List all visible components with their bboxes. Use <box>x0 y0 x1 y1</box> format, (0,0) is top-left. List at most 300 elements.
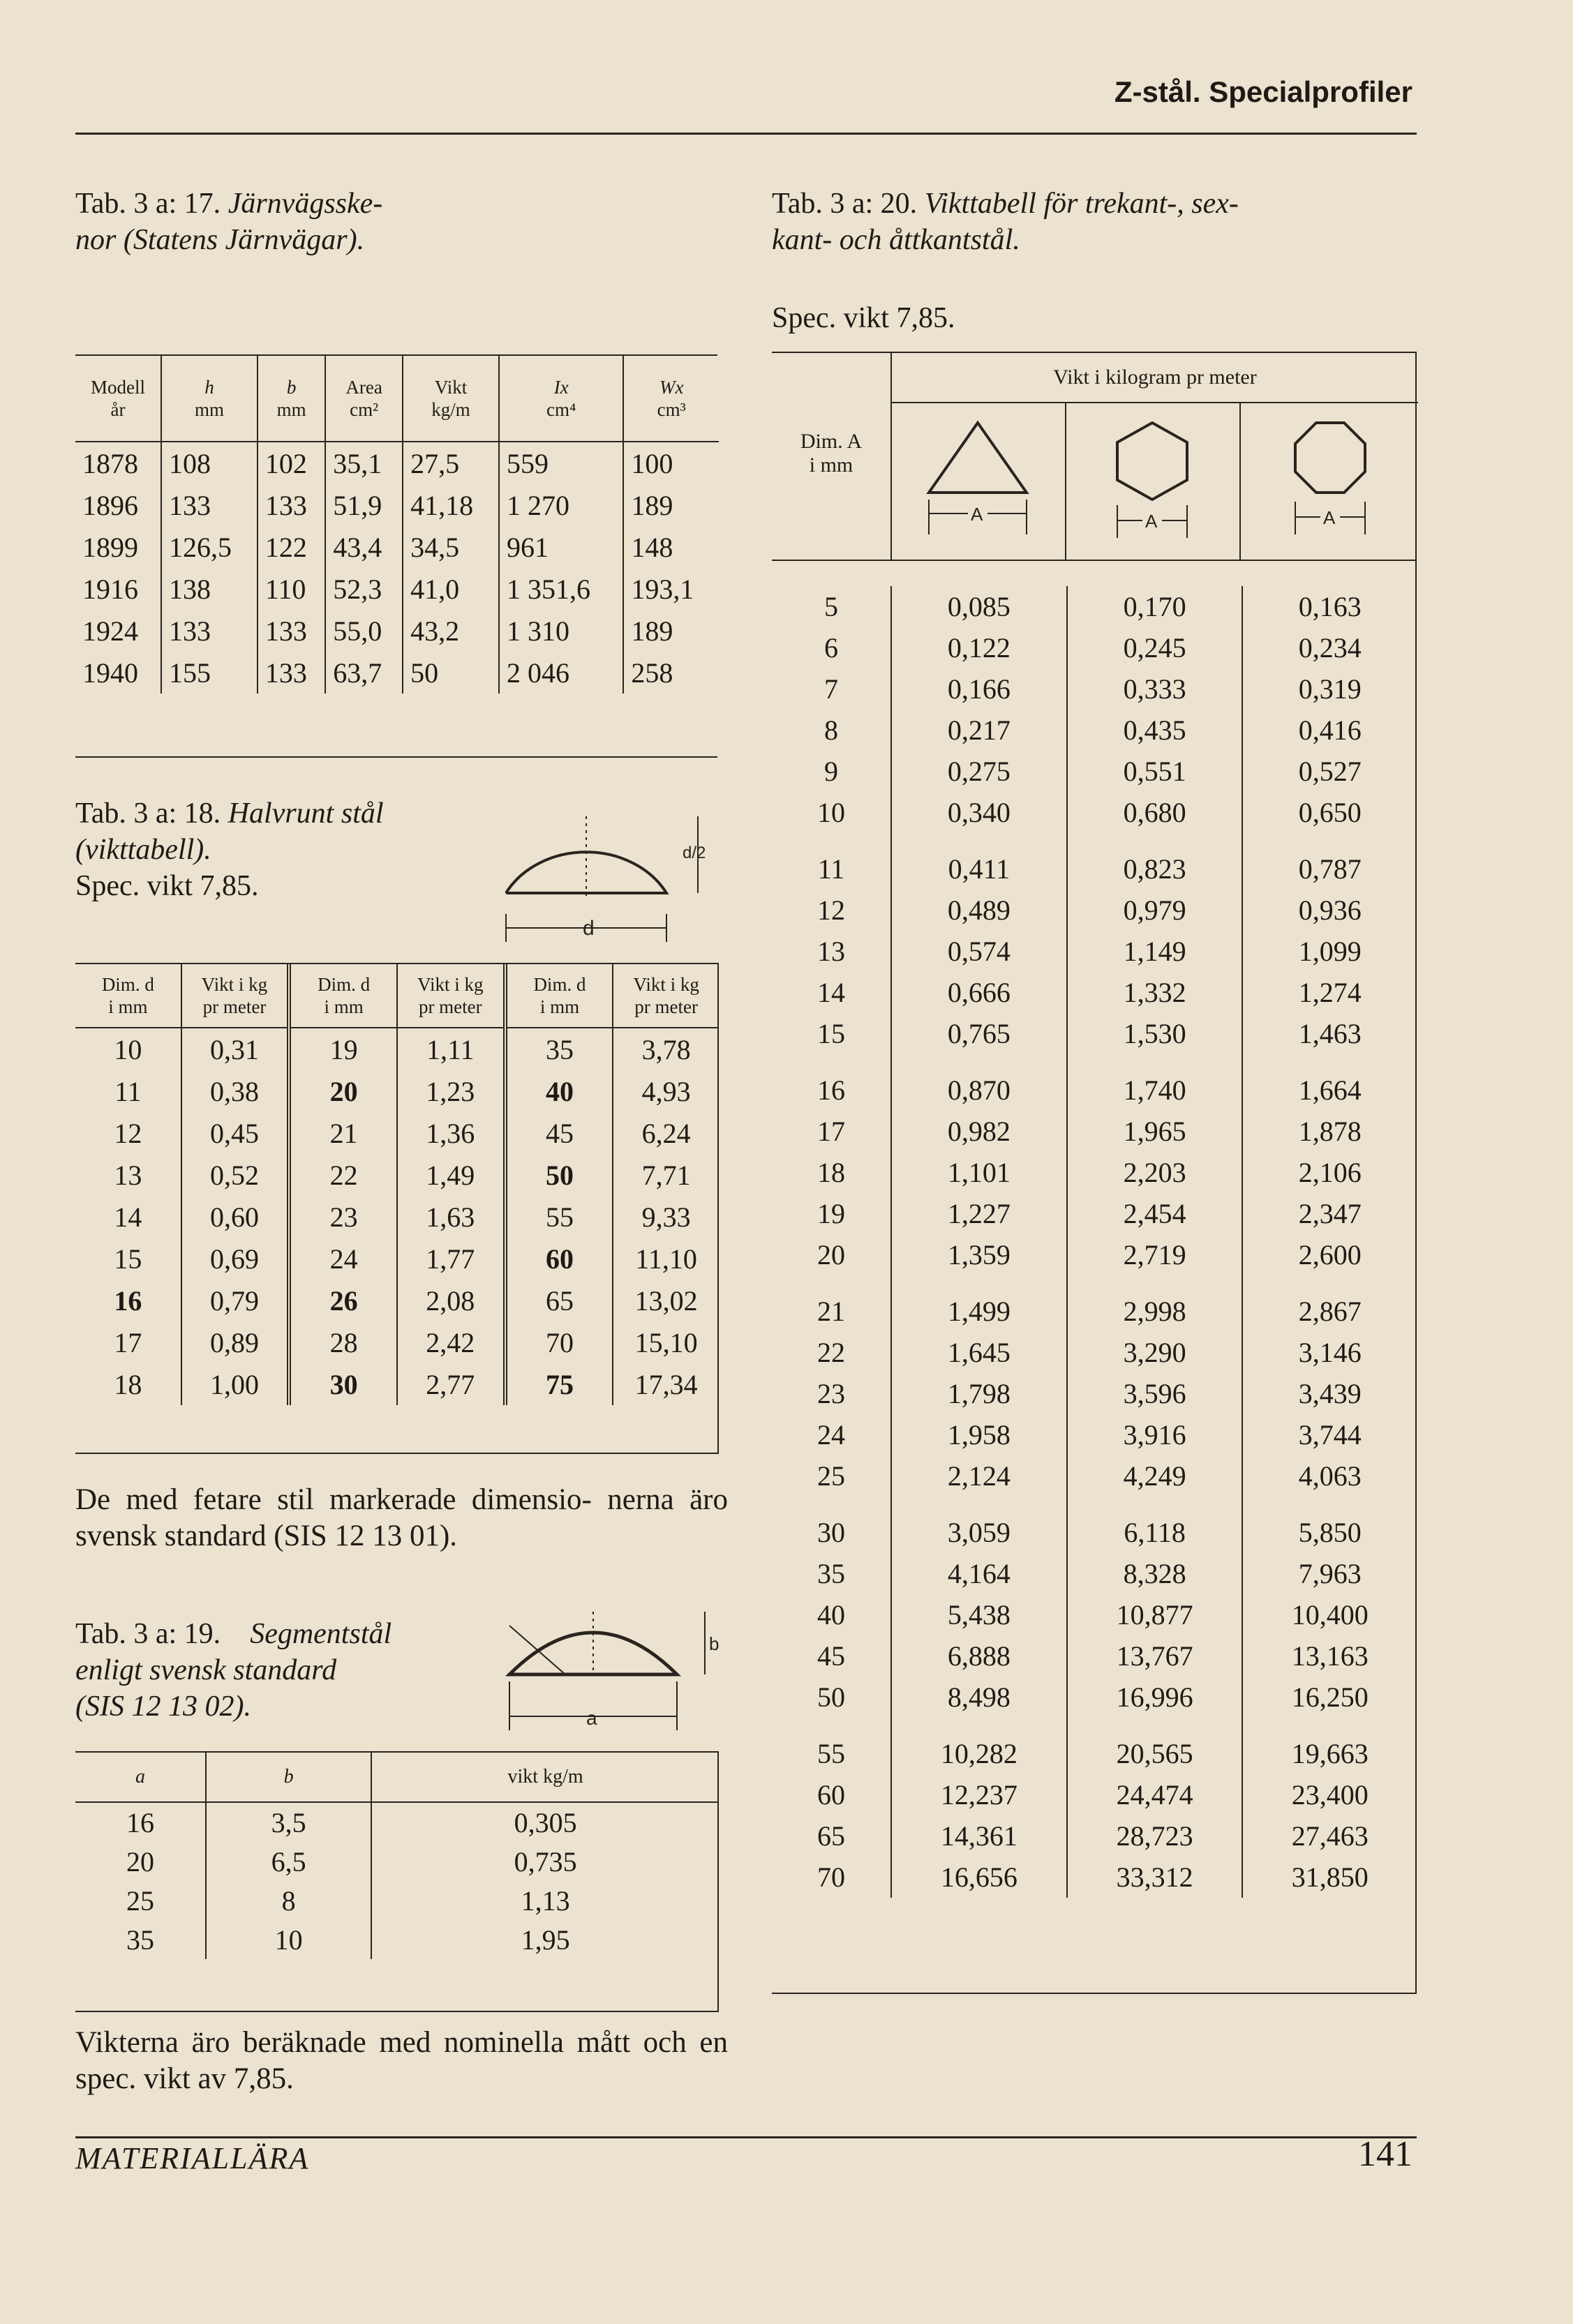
tab20-dim-cell: 45 <box>817 1640 845 1672</box>
table-row <box>772 1070 1417 1111</box>
tab17-cell: 43,2 <box>403 610 499 652</box>
gap-cell <box>1067 1718 1243 1733</box>
table-row <box>75 1802 719 1842</box>
tab19-cell: 6,5 <box>206 1842 371 1881</box>
tab20-dim-cell: 16 <box>817 1074 845 1106</box>
tab20-vikt-cell: 0,333 <box>1067 668 1243 710</box>
tab17-cell: 1 270 <box>499 484 623 526</box>
tab20-vikt-cell: 12,237 <box>891 1774 1067 1815</box>
table-row <box>772 1733 1417 1774</box>
tab17-cell: 138 <box>161 568 258 610</box>
group-gap <box>772 1718 1417 1733</box>
tab20-vikt-cell: 13,163 <box>1242 1635 1417 1677</box>
gap-cell <box>1067 1275 1243 1291</box>
tab17-cell: 110 <box>258 568 325 610</box>
tab20-vikt-cell: 1,101 <box>891 1152 1067 1193</box>
tab17-cell: 148 <box>623 526 719 568</box>
tab18-dim-cell: 60 <box>505 1238 613 1280</box>
tab17-header-cell <box>161 356 258 442</box>
tab18-dim-cell: 19 <box>289 1028 397 1070</box>
tab20-caption <box>772 186 1421 258</box>
tab19-cell: 16 <box>126 1806 154 1838</box>
tab20-vikt-cell: 0,680 <box>1067 792 1243 833</box>
tab20-dim-cell: 17 <box>817 1116 845 1147</box>
tab17-cell: 27,5 <box>403 442 499 484</box>
tab20-dim-cell: 50 <box>817 1681 845 1713</box>
tab18-vikt-cell: 0,38 <box>181 1070 290 1112</box>
tab20-table <box>772 586 1417 1898</box>
tab20-vikt-cell: 24,474 <box>1067 1774 1243 1815</box>
table-row <box>75 568 719 610</box>
tab19-title-1: Segmentstål <box>250 1618 392 1650</box>
tab17-title-1: Järnvägsske- <box>228 188 383 220</box>
tab17-cell: 133 <box>161 610 258 652</box>
table-row <box>772 1677 1417 1718</box>
gap-cell <box>891 1275 1067 1291</box>
tab18-dim-cell: 18 <box>114 1368 142 1400</box>
tab18-dim-cell: 24 <box>289 1238 397 1280</box>
table-row <box>75 1920 719 1959</box>
tab20-col-sep-3 <box>1239 402 1241 560</box>
tab18-dim-cell: 11 <box>114 1075 142 1107</box>
tab18-vikt-cell: 1,36 <box>397 1112 505 1154</box>
tab18-dim-cell: 10 <box>114 1033 142 1065</box>
tab20-vikt-cell: 1,530 <box>1067 1013 1243 1054</box>
tab19-title-2: enligt svensk standard <box>75 1654 337 1686</box>
tab18-vikt-cell: 0,31 <box>181 1028 290 1070</box>
tab20-vikt-cell: 1,274 <box>1242 972 1417 1013</box>
tab20-vikt-cell: 13,767 <box>1067 1635 1243 1677</box>
tab20-vikt-cell: 0,319 <box>1242 668 1417 710</box>
tab18-dim-cell: 28 <box>289 1321 397 1363</box>
tab18-dim-cell: 12 <box>114 1117 142 1149</box>
tab17-caption <box>75 186 703 258</box>
tab18-vikt-cell: 4,93 <box>613 1070 719 1112</box>
tab17-cell: 133 <box>258 610 325 652</box>
tab17-cell: 41,18 <box>403 484 499 526</box>
tab20-col-sep-1 <box>890 402 892 560</box>
tab20-dim-cell: 10 <box>817 797 845 828</box>
table-row <box>75 1321 719 1363</box>
table-row <box>772 848 1417 890</box>
tab20-dim-cell: 21 <box>817 1296 845 1327</box>
gap-cell <box>1242 1718 1417 1733</box>
tab18-vikt-cell: 0,60 <box>181 1196 290 1238</box>
table-row <box>772 1234 1417 1275</box>
tab20-vikt-cell: 14,361 <box>891 1815 1067 1857</box>
tab20-dim-sub: i mm <box>809 453 853 477</box>
tab20-vikt-cell: 10,282 <box>891 1733 1067 1774</box>
tab20-vikt-cell: 6,118 <box>1067 1512 1243 1553</box>
tab20-col-sep-2 <box>1065 402 1066 560</box>
tab18-dim-header <box>75 964 181 1028</box>
segment-a-label: a <box>586 1707 597 1729</box>
tab18-dim-cell: 17 <box>114 1326 142 1358</box>
gap-cell <box>772 1054 891 1070</box>
group-gap <box>772 833 1417 848</box>
tab20-vikt-cell: 4,164 <box>891 1553 1067 1594</box>
tab20-vikt-cell: 0,574 <box>891 931 1067 972</box>
gap-cell <box>1067 833 1243 848</box>
tab18-vikt-header-label: Vikt i kg <box>633 974 699 995</box>
table-row <box>772 586 1417 627</box>
table-row <box>75 484 719 526</box>
table-row <box>772 1857 1417 1898</box>
tab20-vikt-cell: 1,740 <box>1067 1070 1243 1111</box>
tab18-dim-cell: 22 <box>289 1154 397 1196</box>
tab20-dim-cell: 23 <box>817 1378 845 1409</box>
tab17-cell: 559 <box>499 442 623 484</box>
tab18-vikt-header-sub: pr meter <box>202 996 267 1017</box>
running-header: Z-stål. Specialprofiler <box>1114 75 1412 108</box>
gap-cell <box>772 1497 891 1512</box>
table-row <box>772 1774 1417 1815</box>
tab19-cell: 1,95 <box>371 1920 719 1959</box>
tab17-cell: 102 <box>258 442 325 484</box>
table-row <box>75 442 719 484</box>
tab20-vikt-cell: 20,565 <box>1067 1733 1243 1774</box>
tab18-dim-header-sub: i mm <box>108 996 148 1017</box>
tab20-dim-cell: 70 <box>817 1861 845 1893</box>
tab18-vikt-cell: 15,10 <box>613 1321 719 1363</box>
tab17-cell: 133 <box>258 652 325 694</box>
tab17-header-name: Modell <box>91 377 145 398</box>
table-row <box>772 1193 1417 1234</box>
tab17-cell: 193,1 <box>623 568 719 610</box>
tab20-dim-cell: 60 <box>817 1779 845 1811</box>
tab20-vikt-cell: 0,217 <box>891 710 1067 751</box>
tab20-vikt-cell: 4,249 <box>1067 1455 1243 1497</box>
tab17-header-cell <box>258 356 325 442</box>
tab18-dim-cell: 55 <box>505 1196 613 1238</box>
tab19-cell: 20 <box>126 1845 154 1877</box>
tab20-vikt-cell: 1,099 <box>1242 931 1417 972</box>
tab20-vikt-cell: 5,438 <box>891 1594 1067 1635</box>
tab20-vikt-cell: 3,059 <box>891 1512 1067 1553</box>
tab19-header-cell: a <box>75 1753 206 1802</box>
tab18-vikt-header <box>397 964 505 1028</box>
tab17-cell: 133 <box>258 484 325 526</box>
tab20-vikt-cell: 1,965 <box>1067 1111 1243 1152</box>
tab20-vikt-cell: 0,166 <box>891 668 1067 710</box>
table-row <box>772 1414 1417 1455</box>
segment-figure <box>495 1598 719 1730</box>
tab20-vikt-cell: 0,870 <box>891 1070 1067 1111</box>
tab17-header-unit: år <box>110 399 126 420</box>
table-row <box>772 1815 1417 1857</box>
tab20-dim-header <box>772 430 890 477</box>
tab17-cell: 1 351,6 <box>499 568 623 610</box>
tab20-dim-cell: 40 <box>817 1599 845 1630</box>
table-row <box>772 751 1417 792</box>
table-row <box>75 1881 719 1920</box>
tab20-vikt-cell: 0,666 <box>891 972 1067 1013</box>
tab17-cell: 189 <box>623 610 719 652</box>
table-row <box>772 1635 1417 1677</box>
tab18-vikt-cell: 1,00 <box>181 1363 290 1405</box>
tab18-vikt-cell: 7,71 <box>613 1154 719 1196</box>
table-row <box>75 526 719 568</box>
tab17-header-cell <box>403 356 499 442</box>
table-row <box>772 972 1417 1013</box>
tab18-dim-cell: 14 <box>114 1201 142 1233</box>
tab20-vikt-cell: 3,744 <box>1242 1414 1417 1455</box>
tab20-dim-cell: 15 <box>817 1018 845 1049</box>
tab20-dim-cell: 30 <box>817 1517 845 1548</box>
tab19-note: Vikterna äro beräknade med nominella mått och en spec. vikt av 7,85. <box>75 2026 728 2095</box>
tab18-dim-cell: 75 <box>505 1363 613 1405</box>
tab17-header-unit: mm <box>194 399 224 420</box>
gap-cell <box>1067 1497 1243 1512</box>
table-row <box>75 610 719 652</box>
tab18-dim-header <box>289 964 397 1028</box>
tab18-vikt-cell: 6,24 <box>613 1112 719 1154</box>
tab20-dim-cell: 6 <box>824 632 838 664</box>
tab18-dim-cell: 16 <box>114 1284 142 1317</box>
tab20-vikt-cell: 0,787 <box>1242 848 1417 890</box>
table-row <box>772 931 1417 972</box>
octagon-a-label: A <box>1323 507 1336 528</box>
tab20-dim-cell: 12 <box>817 894 845 926</box>
tab20-vikt-cell: 1,645 <box>891 1332 1067 1373</box>
tab18-vikt-cell: 11,10 <box>613 1238 719 1280</box>
tab18-dim-header-label: Dim. d <box>101 974 154 995</box>
tab17-header-unit: cm⁴ <box>546 399 576 420</box>
gap-cell <box>891 1054 1067 1070</box>
tab20-vikt-cell: 2,998 <box>1067 1291 1243 1332</box>
tab17-cell: 34,5 <box>403 526 499 568</box>
table-row <box>772 1013 1417 1054</box>
tab20-vikt-cell: 19,663 <box>1242 1733 1417 1774</box>
tab20-vikt-cell: 0,411 <box>891 848 1067 890</box>
tab18-vikt-cell: 0,79 <box>181 1280 290 1321</box>
tab20-vikt-cell: 1,359 <box>891 1234 1067 1275</box>
tab18-dim-header-sub: i mm <box>324 996 364 1017</box>
tab18-dim-cell: 20 <box>289 1070 397 1112</box>
tab20-vikt-cell: 3,439 <box>1242 1373 1417 1414</box>
tab17-cell: 1896 <box>82 489 138 521</box>
table-row <box>772 1373 1417 1414</box>
tab20-spec: Spec. vikt 7,85. <box>772 302 955 334</box>
gap-cell <box>891 1497 1067 1512</box>
tab20-vikt-cell: 27,463 <box>1242 1815 1417 1857</box>
tab18-vikt-cell: 3,78 <box>613 1028 719 1070</box>
tab20-dim-cell: 18 <box>817 1157 845 1188</box>
tab17-cell: 1878 <box>82 447 138 479</box>
octagon-icon <box>1260 416 1400 548</box>
table-row <box>75 1363 719 1405</box>
gap-cell <box>1067 1054 1243 1070</box>
tab18-label: Tab. 3 a: 18. <box>75 797 221 830</box>
tab17-cell: 1924 <box>82 615 138 647</box>
tab20-dim-cell: 25 <box>817 1460 845 1492</box>
half-round-d2-label: d/2 <box>683 844 706 862</box>
tab20-vikt-cell: 8,498 <box>891 1677 1067 1718</box>
tab17-cell: 189 <box>623 484 719 526</box>
tab18-vikt-cell: 13,02 <box>613 1280 719 1321</box>
tab17-cell: 55,0 <box>325 610 403 652</box>
tab17-header-name: Area <box>345 377 382 398</box>
tab20-vikt-cell: 0,982 <box>891 1111 1067 1152</box>
table-row <box>75 1196 719 1238</box>
table-row <box>75 1112 719 1154</box>
tab18-vikt-cell: 1,23 <box>397 1070 505 1112</box>
tab18-dim-cell: 45 <box>505 1112 613 1154</box>
table-row <box>772 627 1417 668</box>
tab17-cell: 41,0 <box>403 568 499 610</box>
tab18-vikt-header-label: Vikt i kg <box>201 974 268 995</box>
table-row <box>772 1455 1417 1497</box>
tab17-header-name: Ix <box>553 377 569 398</box>
tab17-header-cell <box>623 356 719 442</box>
tab19-cell: 25 <box>126 1884 154 1917</box>
tab18-dim-header-sub: i mm <box>539 996 580 1017</box>
tab20-vikt-cell: 0,416 <box>1242 710 1417 751</box>
tab19-caption <box>75 1616 508 1725</box>
tab18-caption <box>75 795 494 904</box>
tab20-vikt-cell: 1,149 <box>1067 931 1243 972</box>
tab20-vikt-cell: 2,600 <box>1242 1234 1417 1275</box>
tab20-dim-cell: 11 <box>817 853 845 885</box>
tab18-dim-cell: 35 <box>505 1028 613 1070</box>
tab20-vikt-cell: 7,963 <box>1242 1553 1417 1594</box>
gap-cell <box>772 833 891 848</box>
header-rule <box>75 133 1417 135</box>
tab20-vikt-cell: 0,340 <box>891 792 1067 833</box>
page-number: 141 <box>1358 2134 1412 2174</box>
tab19-header-cell: b <box>206 1753 371 1802</box>
tab20-vikt-cell: 2,124 <box>891 1455 1067 1497</box>
tab20-dim-cell: 5 <box>824 591 838 622</box>
tab18-dim-cell: 15 <box>114 1243 142 1275</box>
tab20-vikt-cell: 0,275 <box>891 751 1067 792</box>
tab20-dim-cell: 14 <box>817 977 845 1008</box>
tab17-header-unit: mm <box>276 399 306 420</box>
tab20-vikt-cell: 23,400 <box>1242 1774 1417 1815</box>
group-gap <box>772 1054 1417 1070</box>
tab17-cell: 1916 <box>82 573 138 605</box>
tab17-cell: 961 <box>499 526 623 568</box>
tab19-title-3: (SIS 12 13 02). <box>75 1690 251 1723</box>
gap-cell <box>1242 1275 1417 1291</box>
tab17-header-unit: cm² <box>350 399 379 420</box>
gap-cell <box>891 1718 1067 1733</box>
table-row <box>75 1280 719 1321</box>
tab17-cell: 51,9 <box>325 484 403 526</box>
gap-cell <box>1242 1054 1417 1070</box>
tab20-vikt-cell: 2,203 <box>1067 1152 1243 1193</box>
tab20-vikt-cell: 0,245 <box>1067 627 1243 668</box>
tab18-vikt-header-sub: pr meter <box>634 996 698 1017</box>
tab18-spec: Spec. vikt 7,85. <box>75 870 259 902</box>
tab20-dim-cell: 8 <box>824 714 838 746</box>
tab20-dim-cell: 20 <box>817 1239 845 1270</box>
tab20-vikt-cell: 0,163 <box>1242 586 1417 627</box>
tab17-title-2: nor (Statens Järnvägar). <box>75 224 365 256</box>
tab20-vikt-cell: 16,996 <box>1067 1677 1243 1718</box>
tab20-vikt-cell: 0,085 <box>891 586 1067 627</box>
tab20-vikt-cell: 1,227 <box>891 1193 1067 1234</box>
table-row <box>75 1154 719 1196</box>
table-row <box>772 1152 1417 1193</box>
tab19-label: Tab. 3 a: 19. <box>75 1618 221 1650</box>
half-round-figure <box>495 809 719 949</box>
tab18-dim-cell: 13 <box>114 1159 142 1191</box>
tab18-dim-cell: 50 <box>505 1154 613 1196</box>
tab20-dim-cell: 35 <box>817 1558 845 1589</box>
tab20-vikt-cell: 0,551 <box>1067 751 1243 792</box>
tab20-vikt-cell: 33,312 <box>1067 1857 1243 1898</box>
tab20-vikt-cell: 2,106 <box>1242 1152 1417 1193</box>
tab18-title-1: Halvrunt stål <box>228 797 384 830</box>
table-row <box>772 1332 1417 1373</box>
tab19-cell: 1,13 <box>371 1881 719 1920</box>
tab17-cell: 1899 <box>82 531 138 563</box>
tab17-cell: 52,3 <box>325 568 403 610</box>
tab17-cell: 108 <box>161 442 258 484</box>
tab17-cell: 100 <box>623 442 719 484</box>
tab20-vikt-cell: 0,122 <box>891 627 1067 668</box>
tab18-vikt-cell: 2,42 <box>397 1321 505 1363</box>
gap-cell <box>772 1718 891 1733</box>
tab18-vikt-cell: 1,77 <box>397 1238 505 1280</box>
tab20-vikt-cell: 2,454 <box>1067 1193 1243 1234</box>
tab17-header-name: Vikt <box>434 377 468 398</box>
tab20-vikt-cell: 2,347 <box>1242 1193 1417 1234</box>
tab20-vikt-cell: 0,765 <box>891 1013 1067 1054</box>
tab18-vikt-header <box>181 964 290 1028</box>
segment-b-label: b <box>709 1633 719 1654</box>
tab20-vikt-cell: 0,650 <box>1242 792 1417 833</box>
tab20-vikt-cell: 1,332 <box>1067 972 1243 1013</box>
tab18-vikt-cell: 2,08 <box>397 1280 505 1321</box>
table-row <box>75 1070 719 1112</box>
tab18-vikt-cell: 9,33 <box>613 1196 719 1238</box>
table-row <box>75 1842 719 1881</box>
tab20-dim-label: Dim. A <box>800 430 863 453</box>
gap-cell <box>1242 1497 1417 1512</box>
tab20-vikt-cell: 1,664 <box>1242 1070 1417 1111</box>
half-round-d-label: d <box>583 917 595 940</box>
tab18-vikt-cell: 0,52 <box>181 1154 290 1196</box>
tab20-vikt-cell: 0,435 <box>1067 710 1243 751</box>
tab17-cell: 1940 <box>82 657 138 689</box>
tab19-table <box>75 1753 719 1959</box>
tab17-header-unit: cm³ <box>657 399 686 420</box>
tab17-cell: 43,4 <box>325 526 403 568</box>
tab20-dim-cell: 65 <box>817 1820 845 1852</box>
tab20-vikt-header: Vikt i kilogram pr meter <box>890 353 1418 403</box>
tab18-vikt-cell: 0,69 <box>181 1238 290 1280</box>
tab17-cell: 133 <box>161 484 258 526</box>
tab20-vikt-cell: 8,328 <box>1067 1553 1243 1594</box>
table-row <box>75 1028 719 1070</box>
tab18-vikt-header-sub: pr meter <box>418 996 482 1017</box>
tab17-header-cell <box>75 356 161 442</box>
tab18-dim-cell: 70 <box>505 1321 613 1363</box>
tab17-header-cell <box>325 356 403 442</box>
tab20-vikt-cell: 2,719 <box>1067 1234 1243 1275</box>
tab20-vikt-cell: 10,400 <box>1242 1594 1417 1635</box>
table-row <box>772 1512 1417 1553</box>
tab18-vikt-cell: 1,11 <box>397 1028 505 1070</box>
tab20-title-1: Vikttabell för trekant-, sex- <box>924 188 1239 220</box>
tab17-cell: 35,1 <box>325 442 403 484</box>
tab18-vikt-cell: 0,89 <box>181 1321 290 1363</box>
tab19-header-cell: vikt kg/m <box>371 1753 719 1802</box>
tab18-dim-header-label: Dim. d <box>533 974 586 995</box>
tab20-dim-cell: 55 <box>817 1738 845 1769</box>
